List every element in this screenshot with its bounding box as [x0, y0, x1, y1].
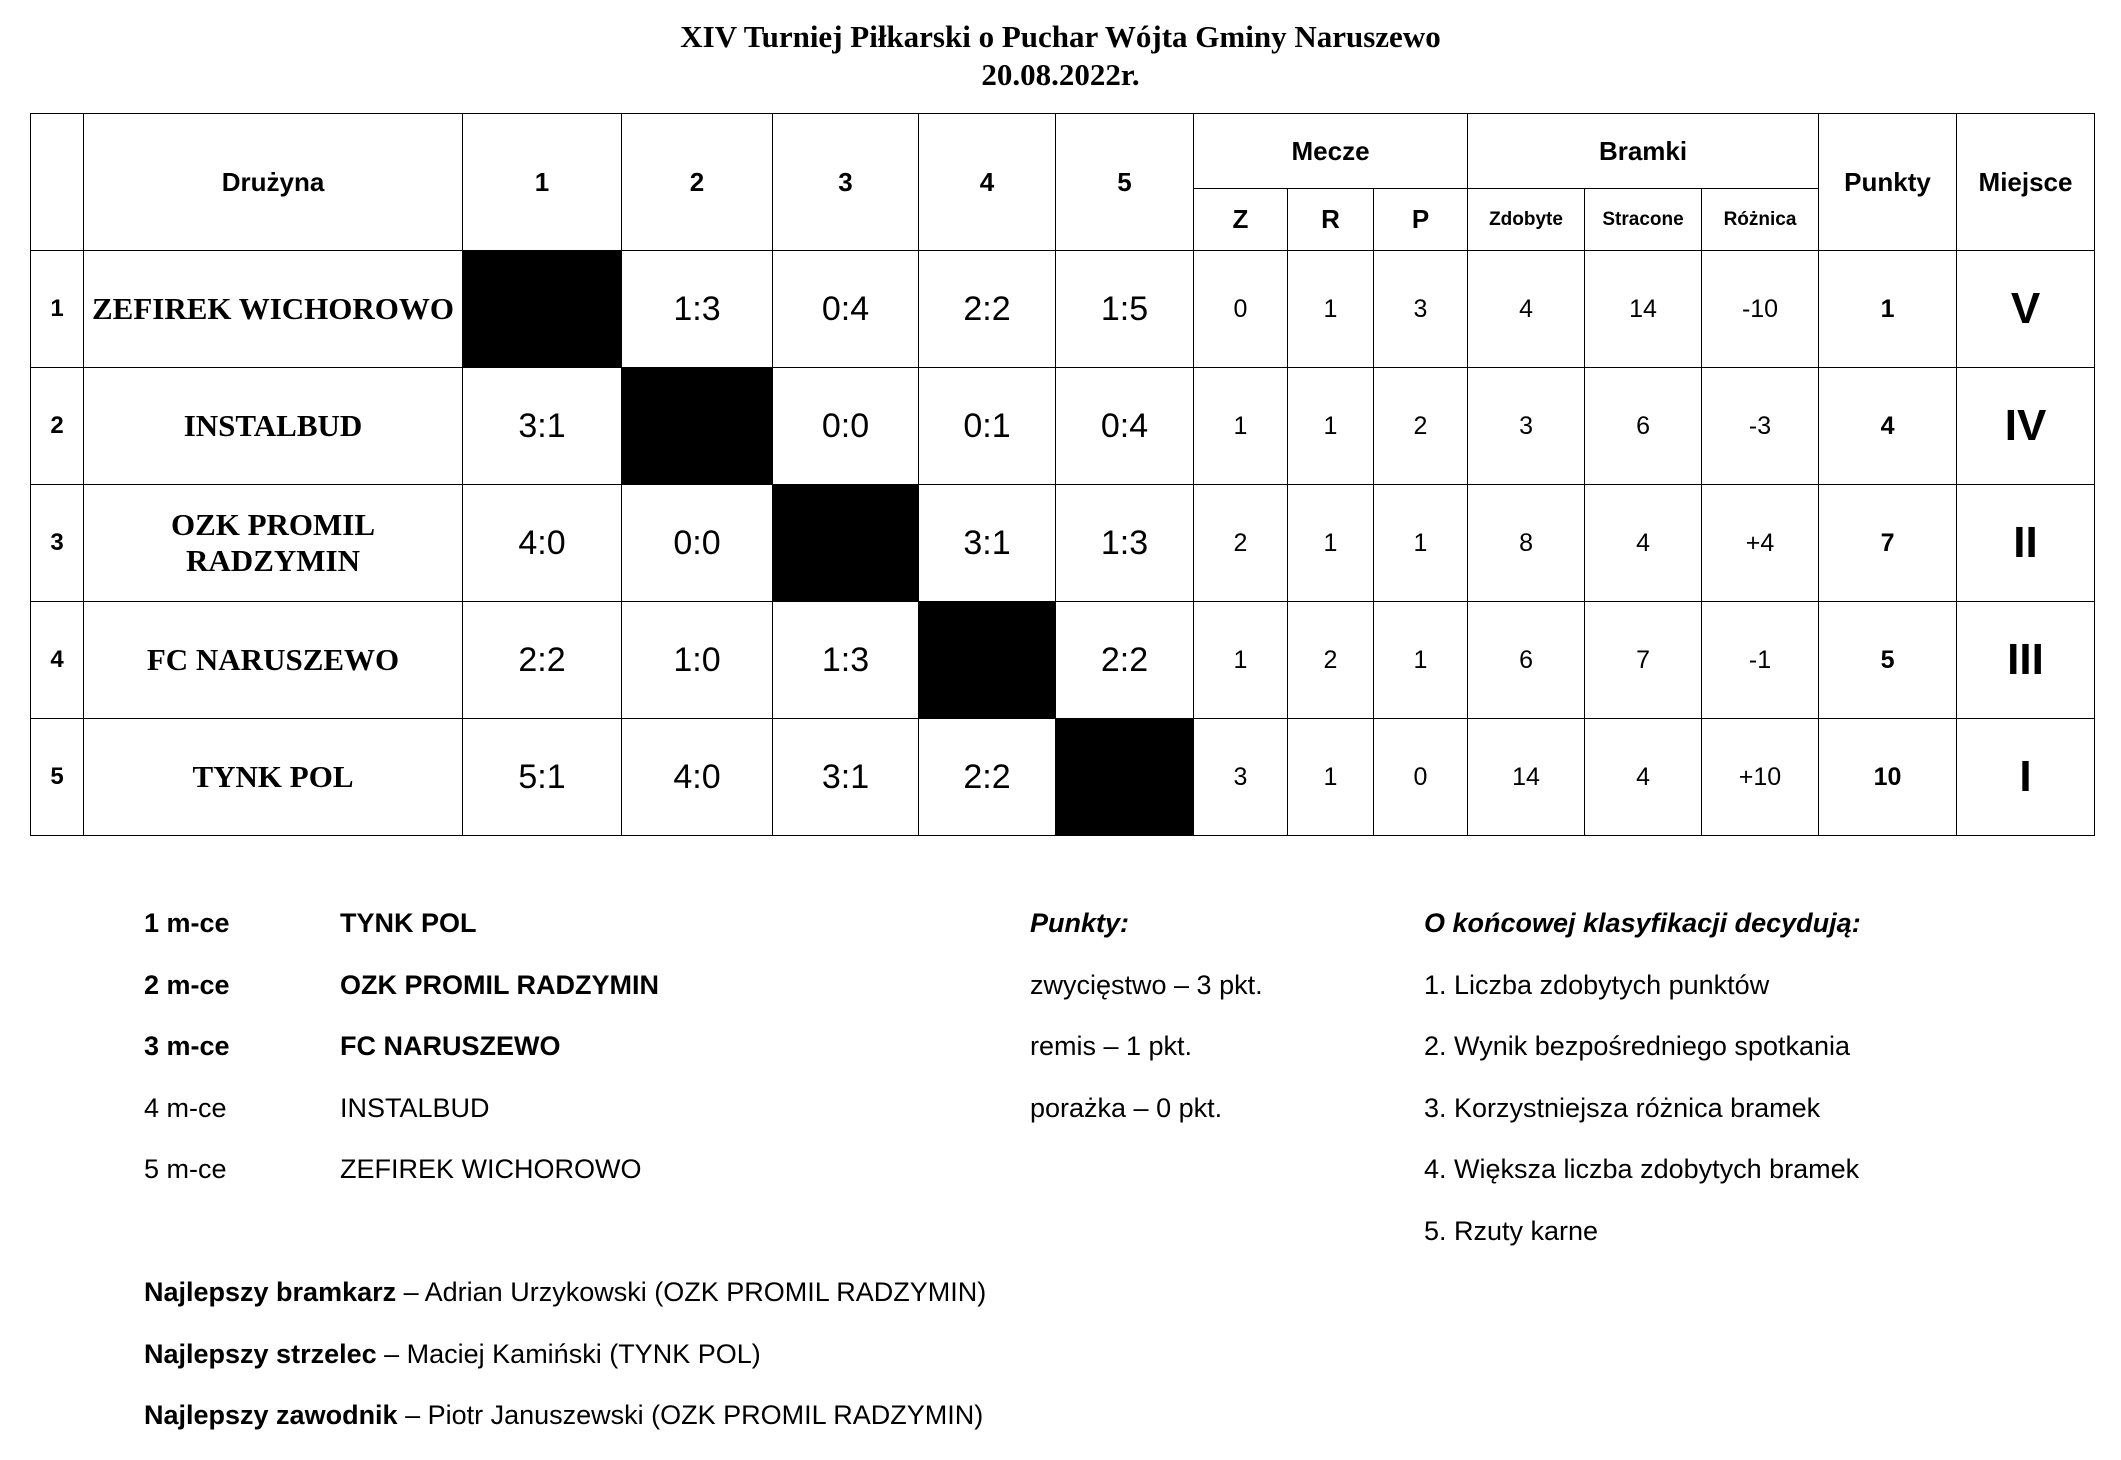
standings-item	[144, 1151, 659, 1213]
header-opponent-5: 5	[1056, 114, 1194, 251]
standings-place: 3 m-ce	[144, 1031, 230, 1061]
standings-place: 2 m-ce	[144, 969, 230, 1000]
match-score: 0:1	[919, 368, 1056, 485]
header-points: Punkty	[1819, 114, 1957, 251]
results-table	[30, 113, 2095, 836]
table-row	[31, 368, 2095, 485]
standings-item	[144, 905, 659, 967]
goals-scored: 4	[1468, 251, 1585, 368]
match-score: 1:0	[622, 602, 773, 719]
losses: 2	[1374, 368, 1468, 485]
header-index	[31, 114, 84, 251]
header-goal-difference: Różnica	[1702, 189, 1819, 251]
header-opponent-1: 1	[463, 114, 622, 251]
header-opponent-4: 4	[919, 114, 1056, 251]
header-wins: Z	[1194, 189, 1288, 251]
header-opponent-3: 3	[773, 114, 919, 251]
goals-scored: 8	[1468, 485, 1585, 602]
standings-place: 5 m-ce	[144, 1154, 227, 1184]
standings-item	[144, 1090, 659, 1152]
standings-place: 1 m-ce	[144, 908, 230, 938]
goal-difference: -10	[1702, 251, 1819, 368]
points-rule: zwycięstwo – 3 pkt.	[1030, 969, 1263, 1000]
goals-scored: 14	[1468, 719, 1585, 836]
match-score: 1:3	[1056, 485, 1194, 602]
row-index: 5	[31, 719, 84, 836]
self-match-cell	[622, 368, 773, 485]
match-score: 1:5	[1056, 251, 1194, 368]
match-score: 1:3	[773, 602, 919, 719]
match-score: 3:1	[919, 485, 1056, 602]
team-name: ZEFIREK WICHOROWO	[84, 251, 463, 368]
draws: 1	[1288, 368, 1374, 485]
draws: 1	[1288, 485, 1374, 602]
final-place: IV	[1957, 368, 2095, 485]
award-label: Najlepszy bramkarz	[144, 1277, 397, 1307]
self-match-cell	[1056, 719, 1194, 836]
goal-difference: -1	[1702, 602, 1819, 719]
final-place: V	[1957, 251, 2095, 368]
classification-item: 4. Większa liczba zdobytych bramek	[1424, 1154, 1860, 1184]
losses: 0	[1374, 719, 1468, 836]
goals-conceded: 6	[1585, 368, 1702, 485]
header-opponent-2: 2	[622, 114, 773, 251]
table-row	[31, 251, 2095, 368]
match-score: 0:4	[1056, 368, 1194, 485]
goal-difference: +4	[1702, 485, 1819, 602]
table-row	[31, 602, 2095, 719]
losses: 1	[1374, 485, 1468, 602]
goals-conceded: 4	[1585, 719, 1702, 836]
match-score: 4:0	[622, 719, 773, 836]
row-index: 3	[31, 485, 84, 602]
standings-team: FC NARUSZEWO	[340, 1031, 561, 1061]
match-score: 2:2	[1056, 602, 1194, 719]
points: 4	[1819, 368, 1957, 485]
final-place: II	[1957, 485, 2095, 602]
points: 10	[1819, 719, 1957, 836]
draws: 1	[1288, 251, 1374, 368]
table-row	[31, 719, 2095, 836]
match-score: 2:2	[919, 719, 1056, 836]
award-best-goalkeeper	[144, 1274, 986, 1336]
match-score: 1:3	[622, 251, 773, 368]
header-team: Drużyna	[84, 114, 463, 251]
classification-item: 1. Liczba zdobytych punktów	[1424, 969, 1770, 1000]
goals-conceded: 7	[1585, 602, 1702, 719]
award-value: – Piotr Januszewski (OZK PROMIL RADZYMIN)	[397, 1400, 984, 1430]
match-score: 4:0	[463, 485, 622, 602]
standings-item	[144, 1028, 659, 1090]
points-rules	[1030, 905, 1263, 1151]
goals-scored: 6	[1468, 602, 1585, 719]
goals-conceded: 14	[1585, 251, 1702, 368]
awards	[144, 1274, 986, 1459]
standings-team: OZK PROMIL RADZYMIN	[340, 969, 659, 1000]
draws: 2	[1288, 602, 1374, 719]
header-place: Miejsce	[1957, 114, 2095, 251]
match-score: 5:1	[463, 719, 622, 836]
header-goals: Bramki	[1468, 114, 1819, 189]
draws: 1	[1288, 719, 1374, 836]
points: 7	[1819, 485, 1957, 602]
goal-difference: +10	[1702, 719, 1819, 836]
header-losses: P	[1374, 189, 1468, 251]
award-label: Najlepszy strzelec	[144, 1338, 377, 1369]
losses: 3	[1374, 251, 1468, 368]
team-name: TYNK POL	[84, 719, 463, 836]
award-value: – Maciej Kamiński (TYNK POL)	[376, 1338, 761, 1369]
row-index: 2	[31, 368, 84, 485]
header-matches: Mecze	[1194, 114, 1468, 189]
award-label: Najlepszy zawodnik	[144, 1400, 398, 1430]
match-score: 3:1	[463, 368, 622, 485]
points-rule: porażka – 0 pkt.	[1030, 1092, 1223, 1123]
self-match-cell	[773, 485, 919, 602]
classification-item: 2. Wynik bezpośredniego spotkania	[1424, 1031, 1851, 1061]
standings-place: 4 m-ce	[144, 1092, 227, 1123]
points-rules-heading: Punkty:	[1030, 908, 1130, 938]
row-index: 4	[31, 602, 84, 719]
wins: 2	[1194, 485, 1288, 602]
row-index: 1	[31, 251, 84, 368]
standings-item	[144, 967, 659, 1029]
final-place: III	[1957, 602, 2095, 719]
goals-scored: 3	[1468, 368, 1585, 485]
wins: 3	[1194, 719, 1288, 836]
wins: 0	[1194, 251, 1288, 368]
match-score: 0:0	[622, 485, 773, 602]
document-header	[0, 18, 2121, 94]
document-date: 20.08.2022r.	[981, 57, 1140, 92]
award-best-player	[144, 1397, 986, 1459]
match-score: 2:2	[463, 602, 622, 719]
match-score: 0:0	[773, 368, 919, 485]
losses: 1	[1374, 602, 1468, 719]
self-match-cell	[463, 251, 622, 368]
classification-criteria	[1424, 905, 1861, 1274]
table-row	[31, 485, 2095, 602]
final-place: I	[1957, 719, 2095, 836]
team-name: FC NARUSZEWO	[84, 602, 463, 719]
standings-team: TYNK POL	[340, 908, 477, 938]
header-draws: R	[1288, 189, 1374, 251]
award-best-scorer	[144, 1336, 986, 1398]
team-name: OZK PROMIL RADZYMIN	[84, 485, 463, 602]
points-rule: remis – 1 pkt.	[1030, 1031, 1193, 1061]
self-match-cell	[919, 602, 1056, 719]
points: 5	[1819, 602, 1957, 719]
match-score: 0:4	[773, 251, 919, 368]
match-score: 3:1	[773, 719, 919, 836]
match-score: 2:2	[919, 251, 1056, 368]
award-value: – Adrian Urzykowski (OZK PROMIL RADZYMIN)	[396, 1277, 987, 1307]
classification-item: 3. Korzystniejsza różnica bramek	[1424, 1092, 1821, 1123]
goals-conceded: 4	[1585, 485, 1702, 602]
final-standings	[144, 905, 659, 1213]
classification-heading: O końcowej klasyfikacji decydują:	[1424, 908, 1861, 938]
team-name: INSTALBUD	[84, 368, 463, 485]
goal-difference: -3	[1702, 368, 1819, 485]
document-title: XIV Turniej Piłkarski o Puchar Wójta Gminy Naruszewo	[680, 19, 1441, 54]
wins: 1	[1194, 602, 1288, 719]
header-goals-conceded: Stracone	[1585, 189, 1702, 251]
points: 1	[1819, 251, 1957, 368]
classification-item: 5. Rzuty karne	[1424, 1215, 1599, 1246]
standings-team: ZEFIREK WICHOROWO	[340, 1154, 642, 1184]
header-goals-scored: Zdobyte	[1468, 189, 1585, 251]
standings-team: INSTALBUD	[340, 1092, 490, 1123]
wins: 1	[1194, 368, 1288, 485]
